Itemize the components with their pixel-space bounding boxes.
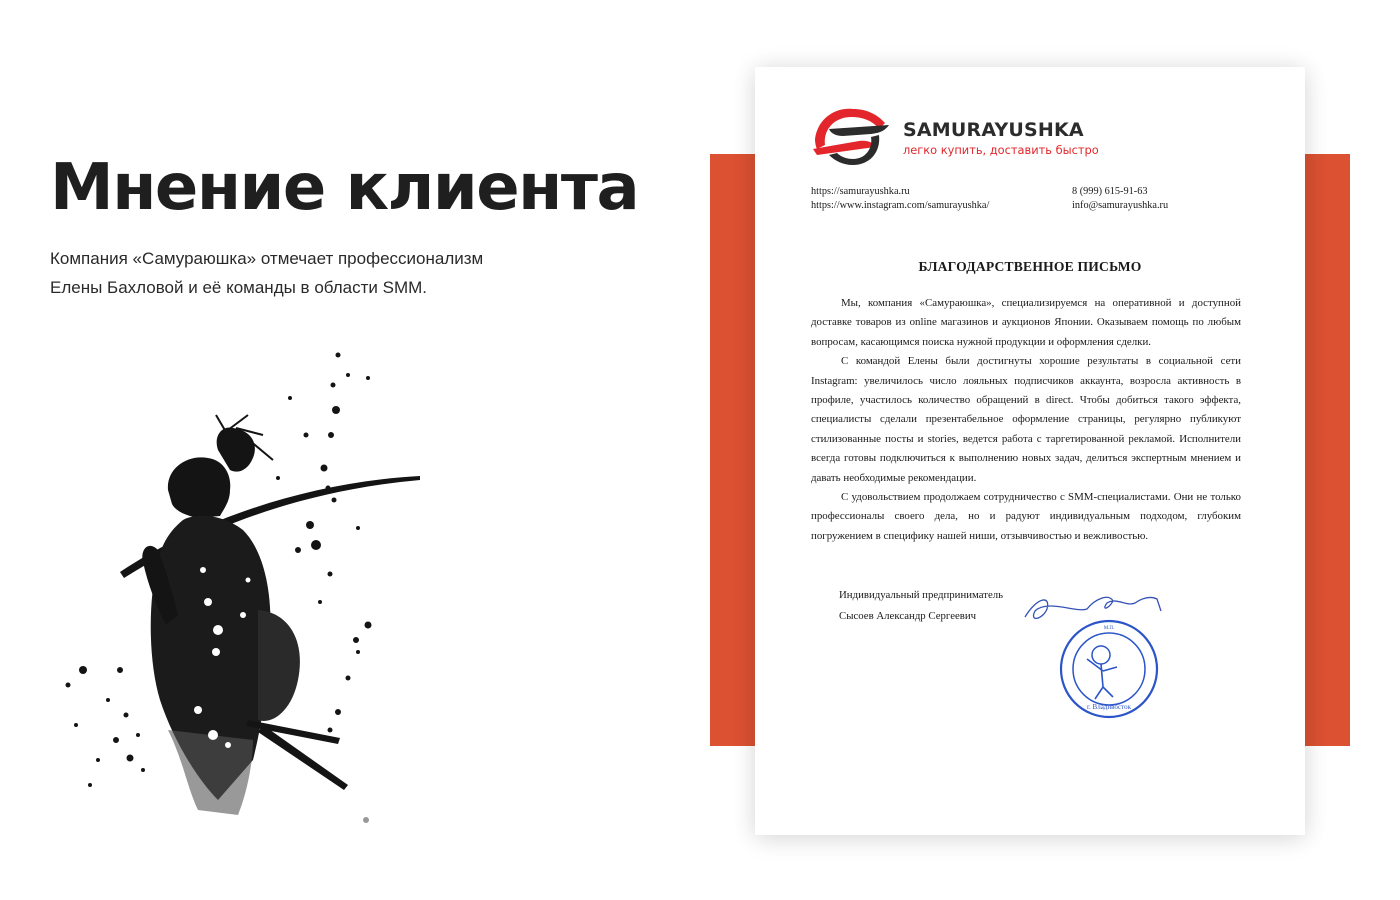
email-address[interactable]: info@samurayushka.ru: [1072, 199, 1169, 211]
subtitle-line-1: Компания «Самураюшка» отмечает профессионализм: [50, 249, 484, 268]
stamp-city: г. Владивосток: [1086, 703, 1132, 711]
website-link[interactable]: https://samurayushka.ru: [811, 186, 910, 197]
signer-block: [839, 585, 1003, 627]
signer-name: Сысоев Александр Сергеевич: [839, 610, 977, 622]
signer-title: Индивидуальный предприниматель: [839, 589, 1004, 601]
letter-paragraph: Мы, компания «Самураюшка», специализируемся на оперативной и доступной доставке товаров из online магазинов и аукционов Японии. Оказываем помощь по любым вопросам, касающимся поиска нужной продукции и оформления сделки.: [811, 297, 1241, 348]
section-subtitle: [50, 244, 570, 302]
samurai-illustration: [48, 340, 428, 840]
stamp-mp: М.П.: [1103, 626, 1115, 631]
instagram-link[interactable]: https://www.instagram.com/samurayushka/: [811, 199, 990, 211]
letter-paragraph: С командой Елены были достигнуты хорошие результаты в социальной сети Instagram: увеличилось число лояльных подписчиков аккаунта, возросла активность в профиле, участилось количество обращений в direct. Чтобы добиться такого эффекта, специалисты сделали презентабельное оформление страницы, регулярно публикуют стилизованные посты и stories, ведется работа с таргетированной рекламой. Исполнители всегда готовы подключиться к выполнению новых задач, делиться экспертным мнением и давать необходимые рекомендации.: [811, 355, 1241, 484]
phone-number: 8 (999) 615-91-63: [1072, 186, 1148, 197]
logo-brand: SAMURAYUSHKA: [903, 119, 1084, 141]
thank-you-letter: [755, 67, 1305, 835]
logo-tagline: легко купить, доставить быстро: [903, 143, 1099, 157]
letter-body: [811, 294, 1241, 546]
signature-and-stamp-icon: [1017, 589, 1177, 719]
letter-paragraph: С удовольствием продолжаем сотрудничество с SMM-специалистами. Они не только профессионалы своего дела, но и радуют индивидуальным подходом, глубоким погружением в специфику нашей ниши, отзывчивостью и вежливостью.: [811, 491, 1241, 542]
company-logo: [809, 105, 1109, 169]
contacts-left: [811, 185, 989, 212]
letter-heading: БЛАГОДАРСТВЕННОЕ ПИСЬМО: [918, 259, 1142, 274]
samurayushka-logo-icon: [809, 105, 893, 169]
contacts-right: [1072, 185, 1168, 212]
section-title: Мнение клиента: [50, 151, 639, 225]
accent-block-left: [710, 154, 760, 746]
accent-block-right: [1300, 154, 1350, 746]
subtitle-line-2: Елены Бахловой и её команды в области SMM.: [50, 278, 428, 297]
